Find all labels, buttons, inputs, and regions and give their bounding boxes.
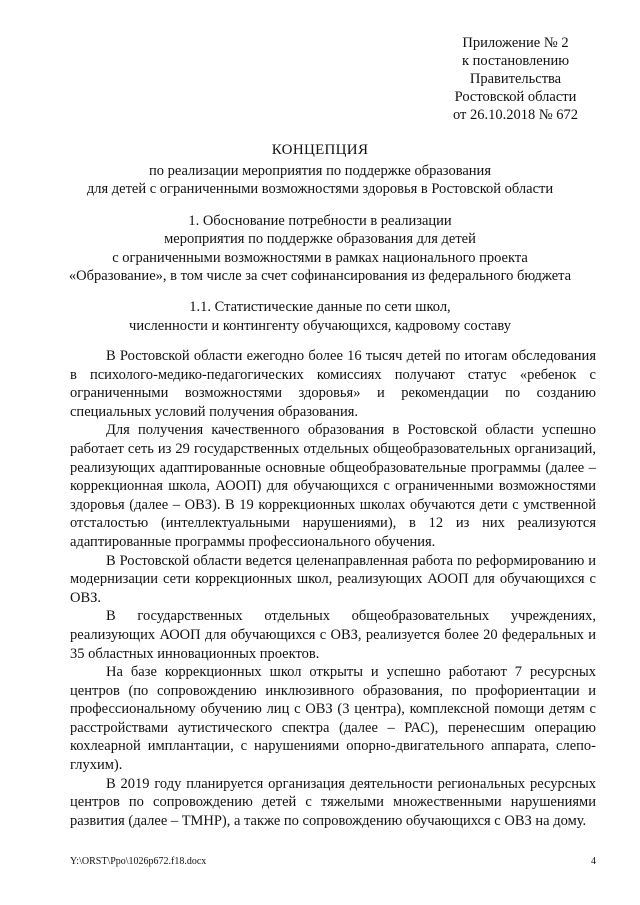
subsection-heading-line: численности и контингенту обучающихся, кадровому составу [129, 317, 511, 334]
appendix-line: Приложение № 2 [462, 35, 569, 51]
document-title: КОНЦЕПЦИЯ [271, 142, 369, 158]
paragraph: В Ростовской области ежегодно более 16 тысяч детей по итогам обследования в психолого-медико-педагогических комиссиях получают статус «ребенок с ограниченными возможностями здоровья» и рекомендации по созданию специальных условий получения образования. [70, 348, 596, 420]
section-heading-line: с ограниченными возможностями в рамках национального проекта [112, 249, 528, 266]
paragraph: Для получения качественного образования в Ростовской области успешно работает сеть из 29 государственных отдельных общеобразовательных организаций, реализующих адаптированные основные общеобразовательные программы (далее – коррекционная школа, АООП) для обучающихся с ограниченными возможностями здоровья (далее – ОВЗ). В 19 коррекционных школах обучаются дети с умственной отсталостью (интеллектуальными нарушениями), в 12 из них реализуются адаптированные программы профессионального обучения. [70, 422, 596, 550]
subtitle-line: для детей с ограниченными возможностями здоровья в Ростовской области [86, 181, 554, 197]
paragraph: В Ростовской области ведется целенаправленная работа по реформированию и модернизации сети коррекционных школ, реализующих АООП для обучающихся с ОВЗ. [70, 552, 596, 606]
file-path: Y:\ORST\Ppo\1026p672.f18.docx [70, 856, 207, 867]
section-heading-line: мероприятия по поддержке образования для детей [164, 231, 476, 248]
paragraph: В государственных отдельных общеобразовательных учреждениях, реализующих АООП для обучающихся с ОВЗ, реализуется более 20 федеральных и 35 областных инновационных проектов. [70, 608, 596, 662]
body-text [70, 347, 596, 830]
appendix-line: к постановлению [461, 53, 570, 69]
subsection-heading [40, 298, 600, 335]
subsection-heading-line: 1.1. Статистические данные по сети школ, [189, 299, 451, 315]
paragraph: В 2019 году планируется организация деятельности региональных ресурсных центров по сопровождению детей с тяжелыми множественными нарушениями развития (далее – ТМНР), а также по сопровождению обучающихся с ОВЗ на дому. [70, 775, 596, 829]
section-heading [40, 212, 600, 285]
paragraph: На базе коррекционных школ открыты и успешно работают 7 ресурсных центров (по сопровождению инклюзивного образования, по профориентации и профессиональному обучению лиц с ОВЗ (3 центра), комплексной помощи детям с расстройствами аутистического спектра (далее – РАС), перенесшим операцию кохлеарной имплантации, с нарушениями опорно-двигательного аппарата, слепо-глухим). [70, 664, 596, 774]
section-heading-line: 1. Обоснование потребности в реализации [188, 213, 452, 229]
page-footer [70, 855, 596, 869]
page-number: 4 [591, 856, 596, 867]
appendix-line: Ростовской области [454, 89, 577, 105]
appendix-line: от 26.10.2018 № 672 [452, 107, 579, 123]
section-heading-line: «Образование», в том числе за счет софинансирования из федерального бюджета [68, 267, 572, 284]
appendix-block [428, 34, 603, 124]
document-subtitle [40, 162, 600, 198]
subtitle-line: по реализации мероприятия по поддержке образования [149, 163, 491, 179]
appendix-line: Правительства [469, 71, 562, 87]
